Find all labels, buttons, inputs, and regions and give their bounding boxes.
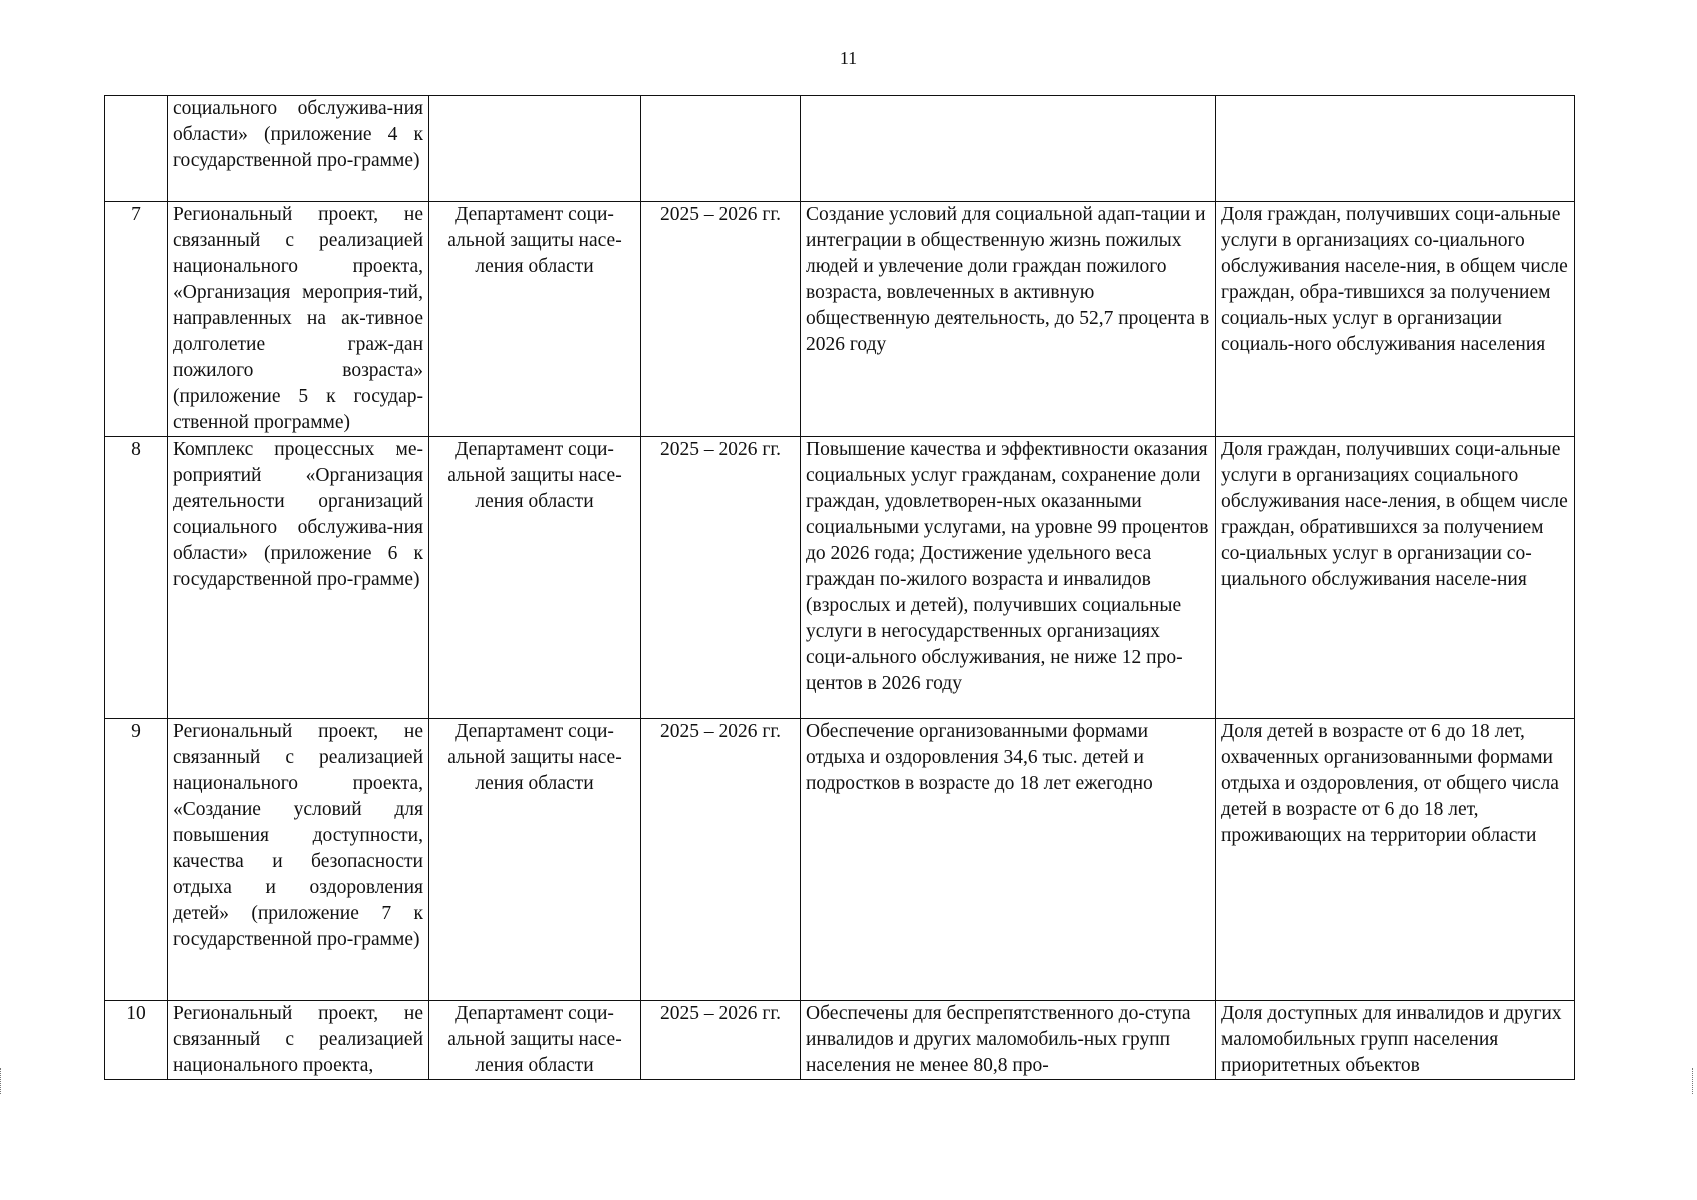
table-row <box>105 96 1575 202</box>
period-cell: 2025 – 2026 гг. <box>641 202 801 437</box>
indicator-cell <box>1216 96 1575 202</box>
row-number-cell: 8 <box>105 437 168 719</box>
table-row <box>105 202 1575 437</box>
responsible-dept-cell: Департамент соци-альной защиты насе-ления области <box>429 437 641 719</box>
expected-result-cell: Обеспечение организованными формами отдыха и оздоровления 34,6 тыс. детей и подростков в возрасте до 18 лет ежегодно <box>801 719 1216 1001</box>
activity-name-cell: Региональный проект, не связанный с реализацией национального проекта, «Организация мероприя-тий, направленных на ак-тивное долголетие граж-дан пожилого возраста» (приложение 5 к государ-ственной программе) <box>168 202 429 437</box>
responsible-dept-cell: Департамент соци-альной защиты насе-ления области <box>429 1001 641 1080</box>
table-row <box>105 437 1575 719</box>
period-cell: 2025 – 2026 гг. <box>641 1001 801 1080</box>
period-cell: 2025 – 2026 гг. <box>641 719 801 1001</box>
activity-name-cell: Региональный проект, не связанный с реализацией национального проекта, <box>168 1001 429 1080</box>
period-cell <box>641 96 801 202</box>
activity-name-cell: Комплекс процессных ме-роприятий «Организация деятельности организаций социального обслужива-ния области» (приложение 6 к государственной про-грамме) <box>168 437 429 719</box>
program-table <box>104 95 1575 1080</box>
expected-result-cell <box>801 96 1216 202</box>
scan-edge-mark <box>1692 1068 1697 1094</box>
responsible-dept-cell <box>429 96 641 202</box>
period-cell: 2025 – 2026 гг. <box>641 437 801 719</box>
activity-name-cell: Региональный проект, не связанный с реализацией национального проекта, «Создание условий для повышения доступности, качества и безопасности отдыха и оздоровления детей» (приложение 7 к государственной про-грамме) <box>168 719 429 1001</box>
indicator-cell: Доля граждан, получивших соци-альные услуги в организациях социального обслуживания насе-ления, в общем числе граждан, обратившихся за получением со-циальных услуг в организации со-циального обслуживания населе-ния <box>1216 437 1575 719</box>
table-row <box>105 1001 1575 1080</box>
indicator-cell: Доля доступных для инвалидов и других маломобильных групп населения приоритетных объектов <box>1216 1001 1575 1080</box>
row-number-cell: 10 <box>105 1001 168 1080</box>
responsible-dept-cell: Департамент соци-альной защиты насе-ления области <box>429 719 641 1001</box>
row-number-cell: 9 <box>105 719 168 1001</box>
table-row <box>105 719 1575 1001</box>
activity-name-cell: социального обслужива-ния области» (приложение 4 к государственной про-грамме) <box>168 96 429 202</box>
row-number-cell <box>105 96 168 202</box>
indicator-cell: Доля детей в возрасте от 6 до 18 лет, охваченных организованными формами отдыха и оздоровления, от общего числа детей в возрасте от 6 до 18 лет, проживающих на территории области <box>1216 719 1575 1001</box>
expected-result-cell: Обеспечены для беспрепятственного до-ступа инвалидов и других маломобиль-ных групп населения не менее 80,8 про- <box>801 1001 1216 1080</box>
expected-result-cell: Создание условий для социальной адап-тации и интеграции в общественную жизнь пожилых людей и увлечение доли граждан пожилого возраста, вовлеченных в активную общественную деятельность, до 52,7 процента в 2026 году <box>801 202 1216 437</box>
row-number-cell: 7 <box>105 202 168 437</box>
indicator-cell: Доля граждан, получивших соци-альные услуги в организациях со-циального обслуживания населе-ния, в общем числе граждан, обра-тившихся за получением социаль-ных услуг в организации социаль-ного обслуживания населения <box>1216 202 1575 437</box>
responsible-dept-cell: Департамент соци-альной защиты насе-ления области <box>429 202 641 437</box>
scan-edge-mark <box>0 1068 5 1094</box>
page-number: 11 <box>839 48 858 68</box>
expected-result-cell: Повышение качества и эффективности оказания социальных услуг гражданам, сохранение доли граждан, удовлетворен-ных оказанными социальными услугами, на уровне 99 процентов до 2026 года; Достижение удельного веса граждан по-жилого возраста и инвалидов (взрослых и детей), получивших социальные услуги в негосударственных организациях соци-ального обслуживания, не ниже 12 про-центов в 2026 году <box>801 437 1216 719</box>
